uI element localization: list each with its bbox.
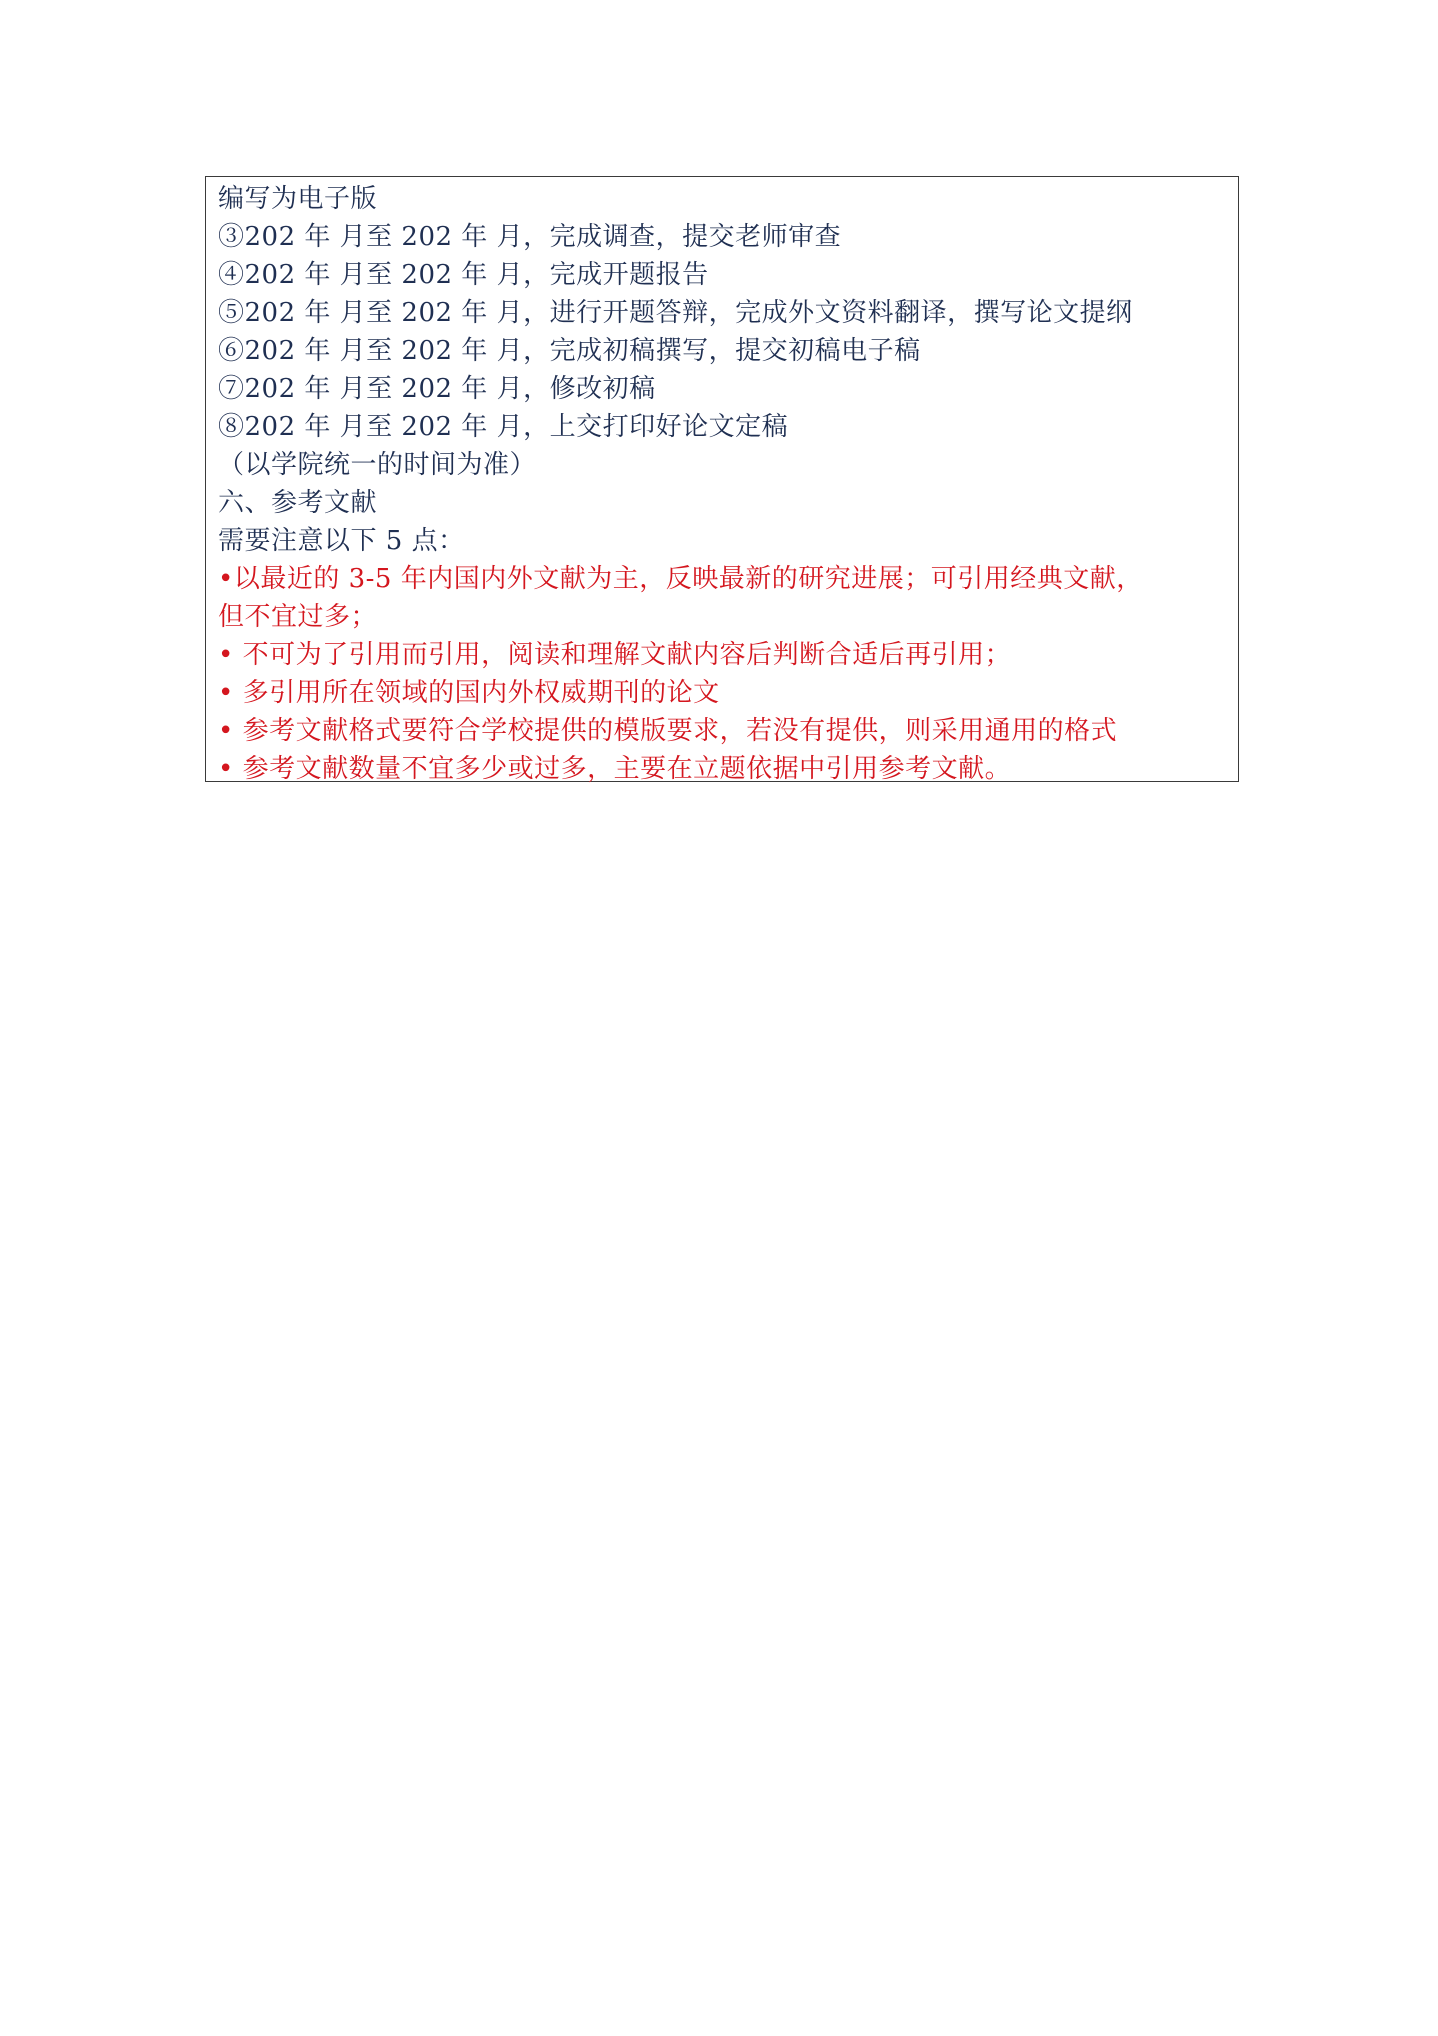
bullet-recent-literature: •以最近的 3-5 年内国内外文献为主，反映最新的研究进展；可引用经典文献， bbox=[218, 564, 1143, 594]
content-box bbox=[205, 176, 1239, 782]
bullet-quantity: • 参考文献数量不宜多少或过多，主要在立题依据中引用参考文献。 bbox=[218, 754, 1012, 784]
line-step-6: ⑥202 年 月至 202 年 月，完成初稿撰写，提交初稿电子稿 bbox=[218, 336, 921, 366]
line-step-5: ⑤202 年 月至 202 年 月，进行开题答辩，完成外文资料翻译，撰写论文提纲 bbox=[218, 298, 1133, 328]
bullet-format: • 参考文献格式要符合学校提供的模版要求，若没有提供，则采用通用的格式 bbox=[218, 716, 1118, 746]
line-step-7: ⑦202 年 月至 202 年 月，修改初稿 bbox=[218, 374, 656, 404]
line-electronic-version: 编写为电子版 bbox=[218, 184, 378, 214]
line-note: （以学院统一的时间为准） bbox=[218, 450, 537, 480]
line-attention-intro: 需要注意以下 5 点： bbox=[218, 526, 465, 556]
section-heading: 六、参考文献 bbox=[218, 488, 378, 518]
line-step-4: ④202 年 月至 202 年 月，完成开题报告 bbox=[218, 260, 709, 290]
bullet-recent-literature-cont: 但不宜过多； bbox=[218, 602, 378, 632]
bullet-authoritative-journals: • 多引用所在领域的国内外权威期刊的论文 bbox=[218, 678, 720, 708]
line-step-3: ③202 年 月至 202 年 月，完成调查，提交老师审查 bbox=[218, 222, 842, 252]
text-lines bbox=[218, 177, 1228, 788]
line-step-8: ⑧202 年 月至 202 年 月，上交打印好论文定稿 bbox=[218, 412, 789, 442]
bullet-cite-purpose: • 不可为了引用而引用，阅读和理解文献内容后判断合适后再引用； bbox=[218, 640, 1012, 670]
